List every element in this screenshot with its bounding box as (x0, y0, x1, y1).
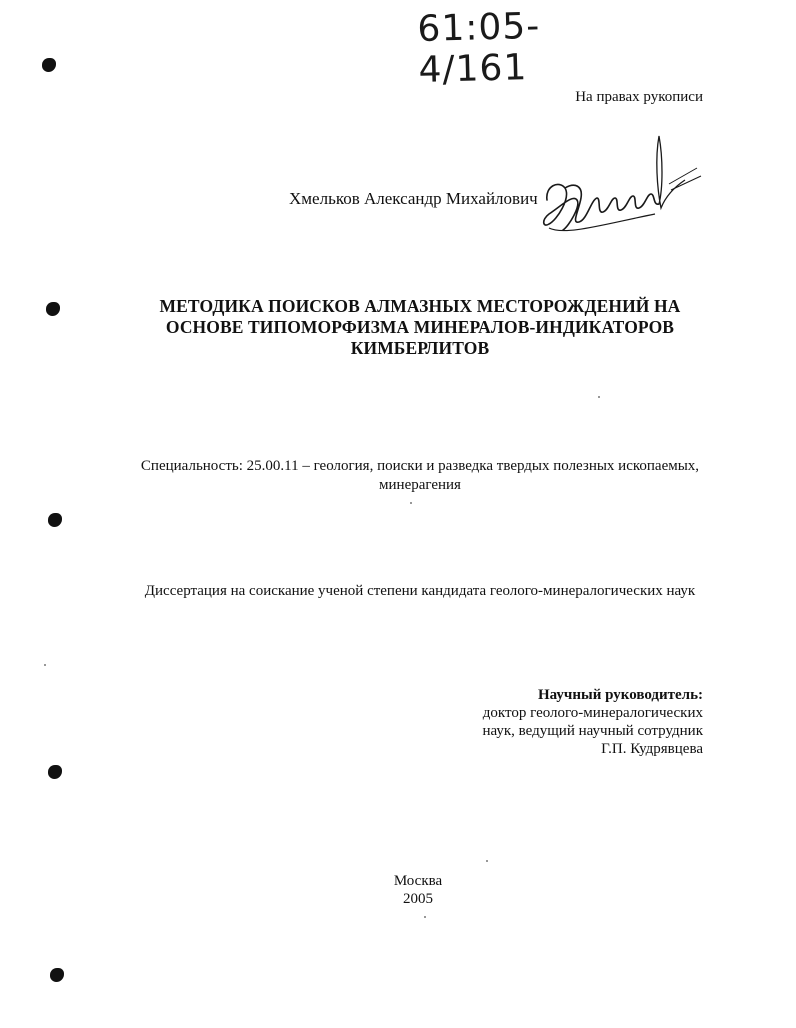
specialty-line-2: минерагения (379, 477, 461, 493)
archive-code-handwritten: 61:05-4/161 (416, 5, 541, 91)
specialty-block (100, 457, 740, 495)
punch-hole-1 (42, 58, 56, 72)
advisor-block (482, 686, 703, 758)
punch-hole-5 (50, 968, 64, 982)
year: 2005 (403, 891, 433, 907)
degree-statement: Диссертация на соискание ученой степени кандидата геолого-минералогических наук (144, 583, 696, 599)
dissertation-title (100, 296, 740, 359)
handwritten-signature (535, 128, 705, 248)
punch-hole-4 (48, 765, 62, 779)
specialty-line-1: Специальность: 25.00.11 – геология, поиски и разведка твердых полезных ископаемых, (140, 458, 700, 474)
advisor-name: Г.П. Кудрявцева (601, 741, 703, 757)
rights-note: На правах рукописи (575, 89, 703, 105)
punch-hole-3 (48, 513, 62, 527)
place-and-year (300, 872, 536, 908)
punch-hole-2 (46, 302, 60, 316)
scan-speck (44, 664, 46, 666)
scan-speck (424, 916, 426, 918)
scan-speck (486, 860, 488, 862)
advisor-degree-line-1: доктор геолого-минералогических (482, 705, 703, 721)
scan-speck (598, 396, 600, 398)
advisor-degree-line-2: наук, ведущий научный сотрудник (482, 723, 703, 739)
scan-speck (410, 502, 412, 504)
title-line-1: МЕТОДИКА ПОИСКОВ АЛМАЗНЫХ МЕСТОРОЖДЕНИЙ НА (159, 296, 681, 316)
title-line-2: ОСНОВЕ ТИПОМОРФИЗМА МИНЕРАЛОВ-ИНДИКАТОРОВ (165, 317, 675, 337)
author-name: Хмельков Александр Михайлович (289, 189, 538, 208)
city: Москва (393, 873, 443, 889)
advisor-label: Научный руководитель: (538, 687, 703, 703)
title-line-3: КИМБЕРЛИТОВ (350, 338, 490, 358)
